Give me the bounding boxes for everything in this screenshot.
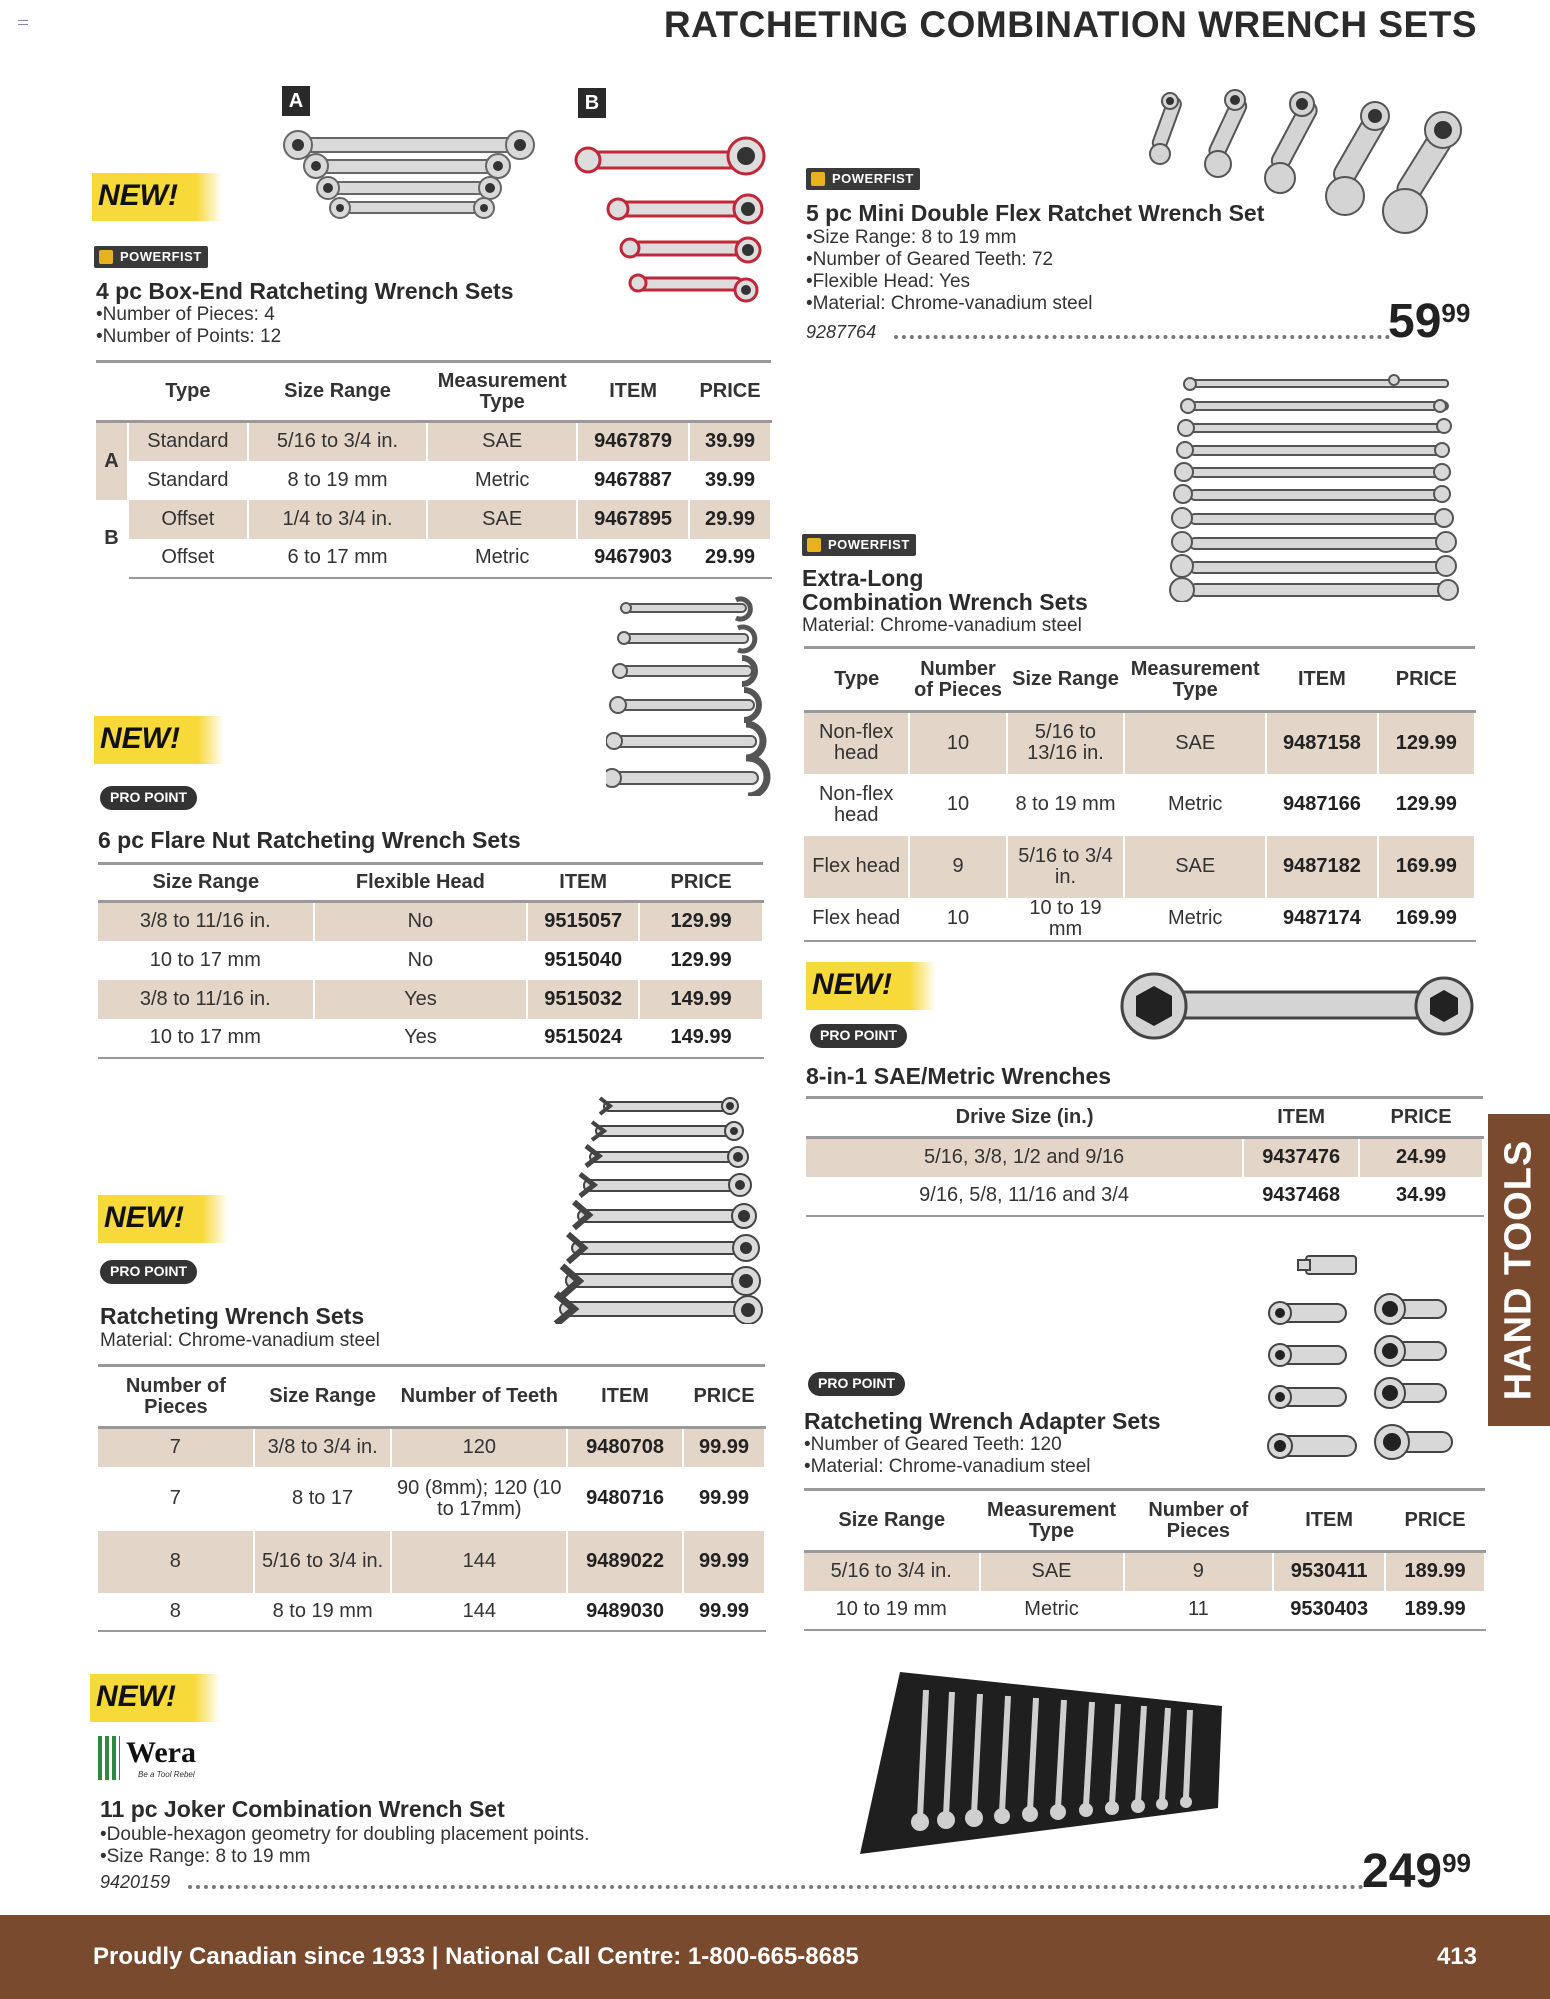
cell-size: 3/8 to 3/4 in. bbox=[254, 1428, 392, 1467]
table-header: ITEM bbox=[577, 362, 689, 422]
table-row bbox=[804, 712, 1475, 774]
table-header: ITEM bbox=[1266, 648, 1377, 712]
cell-teeth: 120 bbox=[391, 1428, 567, 1467]
group-label-a: A bbox=[96, 422, 128, 500]
product-8-leader-dots bbox=[188, 1885, 1364, 1889]
product-7-spec-1: •Number of Geared Teeth: 120 bbox=[804, 1434, 1062, 1455]
cell-size: 6 to 17 mm bbox=[248, 539, 427, 578]
page-title: RATCHETING COMBINATION WRENCH SETS bbox=[663, 4, 1477, 45]
wera-logo-tagline: Be a Tool Rebel bbox=[138, 1770, 195, 1779]
cell-price: 189.99 bbox=[1385, 1552, 1485, 1591]
side-tab-label: HAND TOOLS bbox=[1497, 1139, 1540, 1401]
table-header: PRICE bbox=[683, 1366, 765, 1428]
table-row bbox=[98, 902, 763, 941]
table-header: Size Range bbox=[248, 362, 427, 422]
product-5-title: 8-in-1 SAE/Metric Wrenches bbox=[806, 1063, 1112, 1089]
flare-nut-wrench-image bbox=[606, 596, 772, 796]
table-row bbox=[98, 1428, 765, 1467]
wera-logo bbox=[98, 1734, 218, 1784]
table-header: ITEM bbox=[567, 1366, 683, 1428]
cell-measure: SAE bbox=[427, 422, 577, 461]
joker-wrench-set-image bbox=[856, 1668, 1222, 1854]
cell-measure: Metric bbox=[1124, 898, 1266, 941]
cell-item: 9467903 bbox=[577, 539, 689, 578]
cell-flex: No bbox=[314, 941, 528, 980]
product-6-material: Material: Chrome-vanadium steel bbox=[100, 1330, 380, 1351]
wera-logo-icon bbox=[98, 1736, 120, 1780]
table-row bbox=[98, 1467, 765, 1531]
product-1-spec-2: •Number of Points: 12 bbox=[96, 326, 282, 347]
propoint-logo-3: PRO POINT bbox=[100, 1260, 197, 1284]
table-header: PRICE bbox=[1378, 648, 1475, 712]
cell-size: 3/8 to 11/16 in. bbox=[98, 902, 314, 941]
cell-item: 9487166 bbox=[1266, 774, 1377, 836]
cell-type: Standard bbox=[128, 422, 248, 461]
cell-price: 99.99 bbox=[683, 1428, 765, 1467]
table-header: Type bbox=[128, 362, 248, 422]
table-header: Measurement Type bbox=[427, 362, 577, 422]
cell-price: 39.99 bbox=[689, 422, 771, 461]
product-6-title: Ratcheting Wrench Sets bbox=[100, 1303, 365, 1329]
wera-logo-text: Wera bbox=[126, 1736, 196, 1769]
cell-size: 5/16 to 3/4 in. bbox=[248, 422, 427, 461]
table-row bbox=[804, 898, 1475, 941]
product-3-title-line-2: Combination Wrench Sets bbox=[802, 589, 1088, 615]
ratcheting-wrench-set-image bbox=[546, 1094, 766, 1324]
propoint-logo-2: PRO POINT bbox=[810, 1024, 907, 1048]
footer-bar bbox=[0, 1915, 1550, 1999]
cell-measure: SAE bbox=[980, 1552, 1124, 1591]
cell-pieces: 7 bbox=[98, 1428, 254, 1467]
cell-price: 39.99 bbox=[689, 461, 771, 500]
table-row bbox=[96, 422, 771, 461]
box-label-b: B bbox=[578, 88, 606, 118]
cell-type: Offset bbox=[128, 500, 248, 539]
cell-size: 8 to 19 mm bbox=[248, 461, 427, 500]
cell-pieces: 9 bbox=[1124, 1552, 1274, 1591]
product-6-table bbox=[98, 1364, 766, 1632]
table-row bbox=[806, 1138, 1483, 1177]
propoint-logo-1: PRO POINT bbox=[100, 786, 197, 810]
extra-long-wrench-image bbox=[1168, 372, 1470, 602]
product-2-spec-4: •Material: Chrome-vanadium steel bbox=[806, 293, 1093, 314]
table-row bbox=[98, 1593, 765, 1631]
cell-item: 9437476 bbox=[1243, 1138, 1359, 1177]
table-row bbox=[804, 774, 1475, 836]
cell-pieces: 9 bbox=[909, 836, 1006, 898]
table-header: Size Range bbox=[254, 1366, 392, 1428]
table-row bbox=[804, 1591, 1485, 1630]
table-header: Flexible Head bbox=[314, 864, 528, 902]
cell-type: Offset bbox=[128, 539, 248, 578]
product-3-material: Material: Chrome-vanadium steel bbox=[802, 615, 1082, 636]
footer-text: Proudly Canadian since 1933 | National Call Centre: 1-800-665-8685 bbox=[93, 1943, 859, 1970]
product-7-title: Ratcheting Wrench Adapter Sets bbox=[804, 1408, 1161, 1434]
cell-type: Non-flex head bbox=[804, 774, 909, 836]
table-header: Number of Teeth bbox=[391, 1366, 567, 1428]
cell-price: 129.99 bbox=[639, 902, 763, 941]
cell-size: 8 to 19 mm bbox=[254, 1593, 392, 1631]
product-2-spec-3: •Flexible Head: Yes bbox=[806, 271, 971, 292]
propoint-logo-4: PRO POINT bbox=[808, 1372, 905, 1396]
cell-size: 10 to 19 mm bbox=[1007, 898, 1125, 941]
table-header: Size Range bbox=[98, 864, 314, 902]
cell-teeth: 90 (8mm); 120 (10 to 17mm) bbox=[391, 1467, 567, 1531]
cell-price: 129.99 bbox=[1378, 774, 1475, 836]
cell-flex: No bbox=[314, 902, 528, 941]
cell-size: 3/8 to 11/16 in. bbox=[98, 980, 314, 1019]
cell-size: 10 to 19 mm bbox=[804, 1591, 980, 1630]
cell-price: 29.99 bbox=[689, 539, 771, 578]
cell-measure: SAE bbox=[1124, 712, 1266, 774]
powerfist-logo-2: POWERFIST bbox=[806, 168, 920, 190]
cell-price: 129.99 bbox=[639, 941, 763, 980]
cell-item: 9467879 bbox=[577, 422, 689, 461]
table-header: Size Range bbox=[1007, 648, 1125, 712]
cell-item: 9487174 bbox=[1266, 898, 1377, 941]
price-dollars: 249 bbox=[1362, 1845, 1443, 1898]
price-dollars: 59 bbox=[1388, 295, 1442, 348]
cell-size: 8 to 19 mm bbox=[1007, 774, 1125, 836]
table-header: ITEM bbox=[1273, 1490, 1385, 1552]
cell-size: 10 to 17 mm bbox=[98, 1019, 314, 1058]
new-badge-2: NEW! bbox=[94, 716, 224, 764]
product-2-title: 5 pc Mini Double Flex Ratchet Wrench Set bbox=[806, 200, 1265, 226]
product-8-title: 11 pc Joker Combination Wrench Set bbox=[100, 1796, 505, 1822]
powerfist-logo-3: POWERFIST bbox=[802, 534, 916, 556]
product-4-table bbox=[98, 862, 764, 1059]
table-header: Measurement Type bbox=[1124, 648, 1266, 712]
cell-type: Flex head bbox=[804, 898, 909, 941]
new-badge-3: NEW! bbox=[806, 962, 936, 1010]
table-header: Number of Pieces bbox=[1124, 1490, 1274, 1552]
cell-measure: Metric bbox=[980, 1591, 1124, 1630]
cell-size: 5/16 to 3/4 in. bbox=[804, 1552, 980, 1591]
table-header: Number of Pieces bbox=[98, 1366, 254, 1428]
cell-measure: Metric bbox=[427, 461, 577, 500]
cell-pieces: 10 bbox=[909, 774, 1006, 836]
cell-price: 99.99 bbox=[683, 1531, 765, 1593]
table-row bbox=[96, 500, 771, 539]
table-header: Number of Pieces bbox=[909, 648, 1006, 712]
cell-item: 9489030 bbox=[567, 1593, 683, 1631]
table-header: Type bbox=[804, 648, 909, 712]
page-number: 413 bbox=[1436, 1943, 1477, 1970]
cell-item: 9480716 bbox=[567, 1467, 683, 1531]
corner-mark bbox=[18, 20, 28, 25]
product-7-table bbox=[804, 1488, 1486, 1631]
cell-item: 9515057 bbox=[527, 902, 639, 941]
cell-item: 9467895 bbox=[577, 500, 689, 539]
table-row bbox=[806, 1177, 1483, 1216]
box-label-a: A bbox=[282, 86, 310, 116]
hand-tools-side-tab bbox=[1488, 1114, 1550, 1426]
cell-price: 34.99 bbox=[1359, 1177, 1483, 1216]
cell-pieces: 10 bbox=[909, 898, 1006, 941]
table-row bbox=[98, 1019, 763, 1058]
price-cents: 99 bbox=[1442, 1848, 1472, 1878]
product-8-price bbox=[1362, 1844, 1471, 1899]
table-header: Measurement Type bbox=[980, 1490, 1124, 1552]
cell-price: 99.99 bbox=[683, 1467, 765, 1531]
table-header: PRICE bbox=[1359, 1098, 1483, 1138]
table-header: PRICE bbox=[639, 864, 763, 902]
product-4-title: 6 pc Flare Nut Ratcheting Wrench Sets bbox=[98, 827, 521, 853]
cell-item: 9489022 bbox=[567, 1531, 683, 1593]
cell-price: 99.99 bbox=[683, 1593, 765, 1631]
product-1-title: 4 pc Box-End Ratcheting Wrench Sets bbox=[96, 278, 514, 304]
table-header: ITEM bbox=[527, 864, 639, 902]
table-row bbox=[98, 980, 763, 1019]
cell-item: 9480708 bbox=[567, 1428, 683, 1467]
cell-size: 8 to 17 bbox=[254, 1467, 392, 1531]
cell-measure: Metric bbox=[427, 539, 577, 578]
cell-measure: Metric bbox=[1124, 774, 1266, 836]
cell-drive-size: 9/16, 5/8, 11/16 and 3/4 bbox=[806, 1177, 1243, 1216]
cell-item: 9437468 bbox=[1243, 1177, 1359, 1216]
table-header: Size Range bbox=[804, 1490, 980, 1552]
table-row bbox=[98, 941, 763, 980]
cell-size: 5/16 to 3/4 in. bbox=[254, 1531, 392, 1593]
table-row bbox=[804, 836, 1475, 898]
cell-pieces: 8 bbox=[98, 1593, 254, 1631]
offset-wrench-image-b bbox=[574, 130, 774, 310]
cell-item: 9515024 bbox=[527, 1019, 639, 1058]
cell-type: Non-flex head bbox=[804, 712, 909, 774]
cell-size: 1/4 to 3/4 in. bbox=[248, 500, 427, 539]
powerfist-logo-1: POWERFIST bbox=[94, 246, 208, 268]
cell-price: 189.99 bbox=[1385, 1591, 1485, 1630]
cell-size: 10 to 17 mm bbox=[98, 941, 314, 980]
cell-item: 9515032 bbox=[527, 980, 639, 1019]
cell-flex: Yes bbox=[314, 980, 528, 1019]
product-1-spec-1: •Number of Pieces: 4 bbox=[96, 304, 275, 325]
cell-pieces: 8 bbox=[98, 1531, 254, 1593]
new-badge-5: NEW! bbox=[90, 1674, 220, 1722]
table-row bbox=[96, 461, 771, 500]
product-1-table bbox=[96, 360, 772, 579]
product-2-price bbox=[1388, 294, 1470, 349]
cell-type: Flex head bbox=[804, 836, 909, 898]
table-header: Drive Size (in.) bbox=[806, 1098, 1243, 1138]
product-5-table bbox=[806, 1096, 1484, 1217]
product-8-spec-2: •Size Range: 8 to 19 mm bbox=[100, 1846, 311, 1867]
adapter-set-image bbox=[1266, 1250, 1486, 1474]
cell-price: 169.99 bbox=[1378, 898, 1475, 941]
table-header: ITEM bbox=[1243, 1098, 1359, 1138]
cell-teeth: 144 bbox=[391, 1531, 567, 1593]
table-header bbox=[96, 362, 128, 422]
cell-measure: SAE bbox=[1124, 836, 1266, 898]
cell-drive-size: 5/16, 3/8, 1/2 and 9/16 bbox=[806, 1138, 1243, 1177]
product-2-leader-dots bbox=[894, 335, 1390, 339]
table-row bbox=[98, 1531, 765, 1593]
cell-flex: Yes bbox=[314, 1019, 528, 1058]
cell-pieces: 7 bbox=[98, 1467, 254, 1531]
cell-size: 5/16 to 3/4 in. bbox=[1007, 836, 1125, 898]
cell-size: 5/16 to 13/16 in. bbox=[1007, 712, 1125, 774]
price-cents: 99 bbox=[1441, 298, 1471, 328]
cell-item: 9487182 bbox=[1266, 836, 1377, 898]
table-header: PRICE bbox=[1385, 1490, 1485, 1552]
cell-pieces: 11 bbox=[1124, 1591, 1274, 1630]
cell-price: 149.99 bbox=[639, 980, 763, 1019]
cell-measure: SAE bbox=[427, 500, 577, 539]
cell-type: Standard bbox=[128, 461, 248, 500]
product-7-spec-2: •Material: Chrome-vanadium steel bbox=[804, 1456, 1091, 1477]
box-end-wrench-image-a bbox=[280, 128, 550, 228]
new-badge-1: NEW! bbox=[92, 173, 222, 221]
product-3-title-line-1: Extra-Long bbox=[802, 565, 924, 591]
product-2-spec-2: •Number of Geared Teeth: 72 bbox=[806, 249, 1054, 270]
cell-price: 29.99 bbox=[689, 500, 771, 539]
new-badge-4: NEW! bbox=[98, 1195, 228, 1243]
table-row bbox=[96, 539, 771, 578]
product-2-sku: 9287764 bbox=[806, 322, 877, 342]
cell-price: 169.99 bbox=[1378, 836, 1475, 898]
cell-item: 9515040 bbox=[527, 941, 639, 980]
cell-price: 149.99 bbox=[639, 1019, 763, 1058]
cell-price: 129.99 bbox=[1378, 712, 1475, 774]
table-header: PRICE bbox=[689, 362, 771, 422]
cell-price: 24.99 bbox=[1359, 1138, 1483, 1177]
product-2-spec-1: •Size Range: 8 to 19 mm bbox=[806, 227, 1017, 248]
eight-in-one-wrench-image bbox=[1118, 970, 1480, 1046]
product-8-sku: 9420159 bbox=[100, 1872, 171, 1892]
cell-pieces: 10 bbox=[909, 712, 1006, 774]
cell-teeth: 144 bbox=[391, 1593, 567, 1631]
cell-item: 9530403 bbox=[1273, 1591, 1385, 1630]
table-row bbox=[804, 1552, 1485, 1591]
product-8-spec-1: •Double-hexagon geometry for doubling placement points. bbox=[100, 1824, 590, 1845]
cell-item: 9487158 bbox=[1266, 712, 1377, 774]
cell-item: 9467887 bbox=[577, 461, 689, 500]
group-label-b: B bbox=[96, 500, 128, 578]
product-3-table bbox=[804, 646, 1476, 942]
cell-item: 9530411 bbox=[1273, 1552, 1385, 1591]
